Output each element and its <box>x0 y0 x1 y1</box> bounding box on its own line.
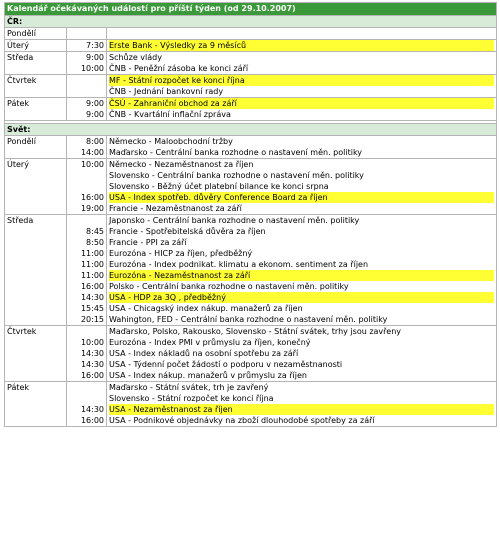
event-time: 11:00 <box>80 249 104 258</box>
day-row <box>5 28 497 40</box>
event-time: 19:00 <box>80 204 104 213</box>
event-time: 14:30 <box>80 405 104 414</box>
event-text: Maďarsko, Polsko, Rakousko, Slovensko - Státní svátek, trhy jsou zavřeny <box>109 327 401 336</box>
day-cell <box>5 75 67 98</box>
event-time <box>69 170 104 181</box>
day-row <box>5 52 497 75</box>
event-time: 16:00 <box>80 282 104 291</box>
event-time: 14:30 <box>80 293 104 302</box>
event-text: USA - Nezaměstnanost za říjen <box>109 404 494 415</box>
event-time <box>69 215 104 226</box>
event-text: Eurozóna - Index PMI v průmyslu za říjen, konečný <box>109 338 311 347</box>
event-time: 15:45 <box>80 304 104 313</box>
day-row <box>5 326 497 382</box>
event-text: Francie - Spotřebitelská důvěra za říjen <box>109 227 266 236</box>
day-label: Středa <box>7 53 34 62</box>
event-time: 7:30 <box>86 41 104 50</box>
event-time <box>69 28 104 39</box>
event-text: Slovensko - Centrální banka rozhodne o nastavení měn. politiky <box>109 171 364 180</box>
day-row <box>5 40 497 52</box>
day-cell <box>5 52 67 75</box>
day-label: Středa <box>7 216 34 225</box>
event-time: 16:00 <box>80 193 104 202</box>
time-cell <box>67 215 107 326</box>
event-time <box>69 326 104 337</box>
day-cell <box>5 159 67 215</box>
event-text: Slovensko - Státní rozpočet ke konci října <box>109 394 274 403</box>
event-text: Německo - Maloobchodní tržby <box>109 137 233 146</box>
event-time: 10:00 <box>80 338 104 347</box>
event-text: Slovensko - Běžný účet platební bilance ke konci srpna <box>109 182 329 191</box>
day-row <box>5 215 497 326</box>
day-cell <box>5 215 67 326</box>
day-row <box>5 98 497 121</box>
event-time <box>69 393 104 404</box>
event-time: 14:00 <box>80 148 104 157</box>
event-time: 14:30 <box>80 349 104 358</box>
day-row <box>5 159 497 215</box>
events-cell <box>107 382 497 427</box>
event-text <box>109 28 494 39</box>
events-cell <box>107 98 497 121</box>
day-label: Pátek <box>7 99 30 108</box>
section-header-row <box>5 16 497 28</box>
event-text: Japonsko - Centrální banka rozhodne o nastavení měn. politiky <box>109 216 360 225</box>
event-text: Polsko - Centrální banka rozhodne o nastavení měn. politiky <box>109 282 349 291</box>
day-label: Úterý <box>7 41 29 50</box>
event-text: Erste Bank - Výsledky za 9 měsíců <box>109 40 494 51</box>
day-cell <box>5 136 67 159</box>
day-cell <box>5 28 67 40</box>
event-time: 8:45 <box>86 227 104 236</box>
day-label: Úterý <box>7 160 29 169</box>
event-text: MF - Státní rozpočet ke konci října <box>109 75 494 86</box>
time-cell <box>67 75 107 98</box>
day-label: Pondělí <box>7 29 36 38</box>
time-cell <box>67 52 107 75</box>
time-cell <box>67 28 107 40</box>
event-time: 9:00 <box>86 99 104 108</box>
events-cell <box>107 40 497 52</box>
time-cell <box>67 136 107 159</box>
events-cell <box>107 75 497 98</box>
event-time: 8:00 <box>86 137 104 146</box>
event-time: 16:00 <box>80 371 104 380</box>
time-cell <box>67 98 107 121</box>
event-time <box>69 181 104 192</box>
event-time: 8:50 <box>86 238 104 247</box>
day-label: Pátek <box>7 383 30 392</box>
event-text: Schůze vlády <box>109 53 162 62</box>
event-text: USA - Index nákladů na osobní spotřebu za září <box>109 349 299 358</box>
event-time: 16:00 <box>80 416 104 425</box>
calendar-document <box>4 2 496 427</box>
day-row <box>5 382 497 427</box>
calendar-body <box>5 3 497 427</box>
event-text: ČNB - Jednání bankovní rady <box>109 87 224 96</box>
event-time: 20:15 <box>80 315 104 324</box>
event-time <box>69 75 104 86</box>
time-cell <box>67 40 107 52</box>
event-text: Německo - Nezaměstnanost za říjen <box>109 160 254 169</box>
time-cell <box>67 326 107 382</box>
event-text: ČNB - Kvartální inflační zpráva <box>109 110 231 119</box>
events-cell <box>107 215 497 326</box>
day-row <box>5 136 497 159</box>
event-text: ČNB - Peněžní zásoba ke konci září <box>109 64 249 73</box>
calendar-table <box>4 2 497 427</box>
event-text: USA - Chicagský index nákup. manažerů za říjen <box>109 304 303 313</box>
event-text: ČSÚ - Zahraniční obchod za září <box>109 98 494 109</box>
day-label: Čtvrtek <box>7 327 37 336</box>
section-label: Svět: <box>5 124 497 136</box>
event-text: Maďarsko - Státní svátek, trh je zavřený <box>109 383 269 392</box>
event-time: 10:00 <box>80 64 104 73</box>
event-text: Eurozóna - HICP za říjen, předběžný <box>109 249 253 258</box>
event-time: 11:00 <box>80 260 104 269</box>
event-time: 10:00 <box>80 160 104 169</box>
day-cell <box>5 40 67 52</box>
day-label: Pondělí <box>7 137 36 146</box>
events-cell <box>107 28 497 40</box>
day-cell <box>5 326 67 382</box>
events-cell <box>107 159 497 215</box>
event-text: USA - Podnikové objednávky na zboží dlouhodobé spotřeby za září <box>109 416 375 425</box>
day-cell <box>5 98 67 121</box>
event-text: Maďarsko - Centrální banka rozhodne o nastavení měn. politiky <box>109 148 363 157</box>
day-label: Čtvrtek <box>7 76 37 85</box>
event-text: USA - HDP za 3Q , předběžný <box>109 292 494 303</box>
event-text: Wahington, FED - Centrální banka rozhodne o nastavení měn. politiky <box>109 315 388 324</box>
time-cell <box>67 382 107 427</box>
day-row <box>5 75 497 98</box>
event-time: 9:00 <box>86 110 104 119</box>
event-text: Francie - PPI za září <box>109 238 187 247</box>
event-text: Francie - Nezaměstnanost za září <box>109 204 242 213</box>
event-text: Eurozóna - Nezaměstnanost za září <box>109 270 494 281</box>
event-time <box>69 382 104 393</box>
events-cell <box>107 326 497 382</box>
event-time: 11:00 <box>80 271 104 280</box>
event-time: 14:30 <box>80 360 104 369</box>
day-cell <box>5 382 67 427</box>
section-header-row <box>5 124 497 136</box>
events-cell <box>107 136 497 159</box>
event-time <box>69 86 104 97</box>
event-time: 9:00 <box>86 53 104 62</box>
time-cell <box>67 159 107 215</box>
section-label: ČR: <box>5 16 497 28</box>
events-cell <box>107 52 497 75</box>
event-text: USA - Týdenní počet žádostí o podporu v nezaměstnanosti <box>109 360 343 369</box>
event-text: Eurozóna - Index podnikat. klimatu a ekonom. sentiment za říjen <box>109 260 369 269</box>
event-text: USA - Index nákup. manažerů v průmyslu za říjen <box>109 371 307 380</box>
page-title: Kalendář očekávaných událostí pro příští týden (od 29.10.2007) <box>5 3 497 16</box>
event-text: USA - Index spotřeb. důvěry Conference Board za říjen <box>109 192 494 203</box>
